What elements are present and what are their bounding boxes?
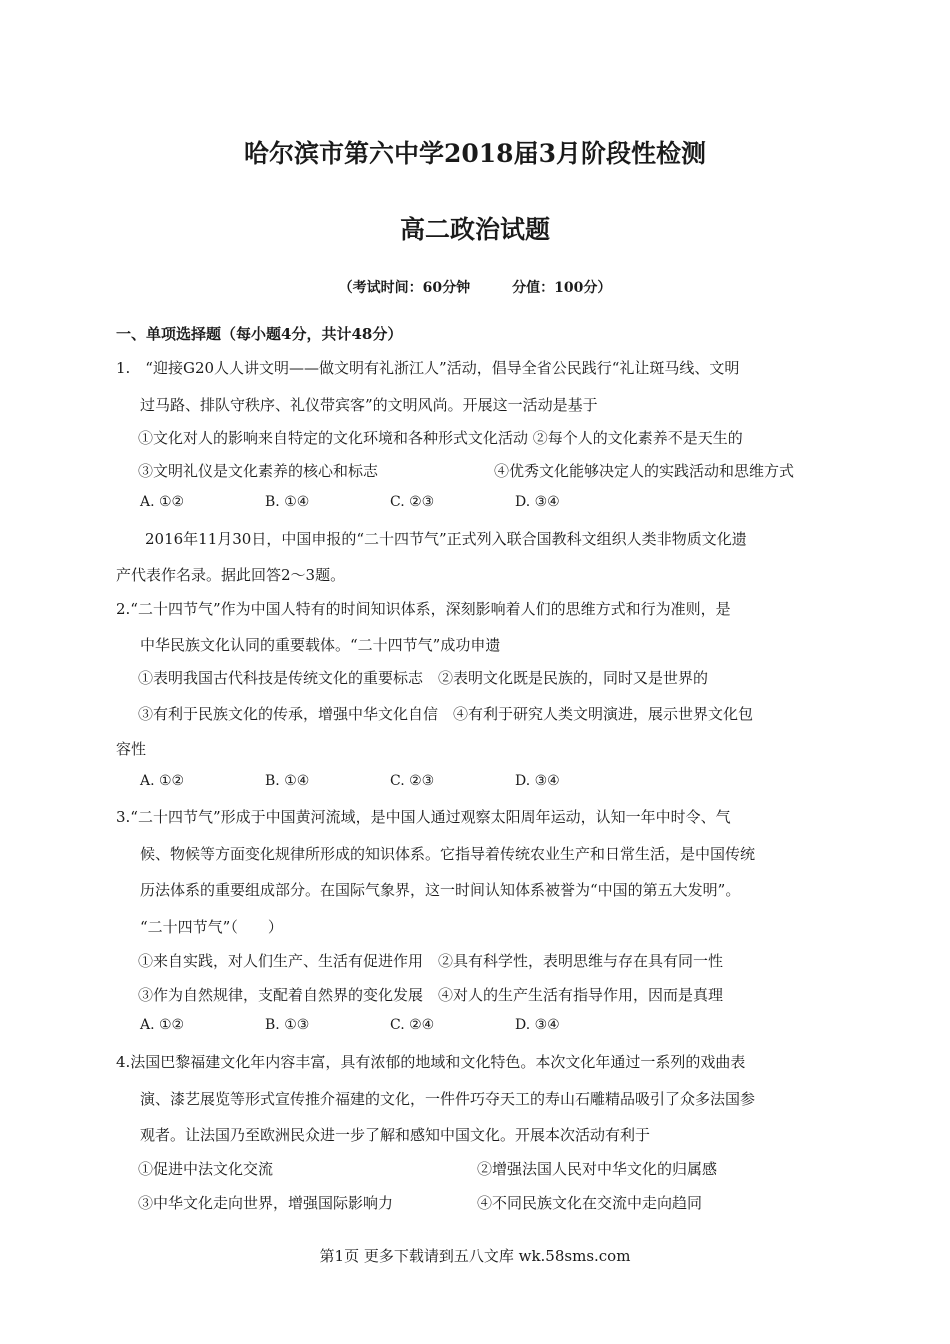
exam-info: （考试时间：60分钟 分值：100分） [338,280,612,296]
q3-option-c: C. ②④ [390,1017,435,1033]
q2-option-d: D. ③④ [515,773,560,789]
q2-option-b: B. ①④ [265,773,310,789]
q1-statement-4: ④优秀文化能够决定人的实践活动和思维方式 [494,462,795,480]
page-footer: 第1页 更多下载请到五八文库 wk.58sms.com [319,1247,631,1265]
document-title: 哈尔滨市第六中学2018届3月阶段性检测 [244,139,706,168]
q3-statements-1-2: ①来自实践，对人们生产、生活有促进作用 ②具有科学性，表明思维与存在具有同一性 [138,952,724,970]
q1-statement-3: ③文明礼仪是文化素养的核心和标志 [138,462,379,480]
q3-stem-line-3: 历法体系的重要组成部分。在国际气象界，这一时间认知体系被誉为“中国的第五大发明”。 [140,881,741,899]
q4-statement-1: ①促进中法文化交流 [138,1160,274,1178]
q4-statement-2: ②增强法国人民对中华文化的归属感 [477,1160,718,1178]
q3-option-a: A. ①② [140,1017,185,1033]
q1-stem-line-1: 1. “迎接G20人人讲文明——做文明有礼浙江人”活动，倡导全省公民践行“礼让斑马线、文明 [116,359,740,377]
q3-stem-line-1: 3.“二十四节气”形成于中国黄河流域，是中国人通过观察太阳周年运动，认知一年中时令、气 [116,808,731,826]
q2-stem-line-2: 中华民族文化认同的重要载体。“二十四节气”成功申遗 [140,636,501,654]
q4-stem-line-3: 观者。让法国乃至欧洲民众进一步了解和感知中国文化。开展本次活动有利于 [140,1126,651,1144]
q2-option-c: C. ②③ [390,773,435,789]
q2-statements-1-2: ①表明我国古代科技是传统文化的重要标志 ②表明文化既是民族的，同时又是世界的 [138,669,709,687]
q2-stem-line-1: 2.“二十四节气”作为中国人特有的时间知识体系，深刻影响着人们的思维方式和行为准则，是 [116,600,731,618]
q1-option-c: C. ②③ [390,494,435,510]
q3-stem-line-2: 候、物候等方面变化规律所形成的知识体系。它指导着传统农业生产和日常生活，是中国传统 [140,845,756,863]
context-line-2: 产代表作名录。据此回答2～3题。 [116,566,346,584]
q1-stem-line-2: 过马路、排队守秩序、礼仪带宾客”的文明风尚。开展这一活动是基于 [140,396,598,414]
q2-statements-3-4: ③有利于民族文化的传承，增强中华文化自信 ④有利于研究人类文明演进，展示世界文化包 [138,705,754,723]
q1-options [140,494,640,510]
q3-option-b: B. ①③ [265,1017,310,1033]
q2-options [140,773,640,789]
q3-stem-line-4: “二十四节气”（ ） [140,918,283,936]
q4-stem-line-2: 演、漆艺展览等形式宣传推介福建的文化，一件件巧夺天工的寿山石雕精品吸引了众多法国参 [140,1090,756,1108]
q4-statement-4: ④不同民族文化在交流中走向趋同 [477,1194,703,1212]
q3-options [140,1017,640,1033]
q1-statement-1: ①文化对人的影响来自特定的文化环境和各种形式文化活动 ②每个人的文化素养不是天生的 [138,429,743,447]
q2-statements-continued: 容性 [116,740,147,758]
context-line-1: 2016年11月30日，中国申报的“二十四节气”正式列入联合国教科文组织人类非物质文化遗 [145,530,747,548]
q4-statement-3: ③中华文化走向世界，增强国际影响力 [138,1194,394,1212]
q2-option-a: A. ①② [140,773,185,789]
q3-option-d: D. ③④ [515,1017,560,1033]
q1-option-b: B. ①④ [265,494,310,510]
q3-statements-3-4: ③作为自然规律，支配着自然界的变化发展 ④对人的生产生活有指导作用，因而是真理 [138,986,724,1004]
section-heading: 一、单项选择题（每小题4分，共计48分） [116,325,403,343]
q1-option-a: A. ①② [140,494,185,510]
document-subtitle: 高二政治试题 [399,215,550,244]
q4-stem-line-1: 4.法国巴黎福建文化年内容丰富，具有浓郁的地域和文化特色。本次文化年通过一系列的戏曲表 [116,1053,746,1071]
q1-option-d: D. ③④ [515,494,560,510]
